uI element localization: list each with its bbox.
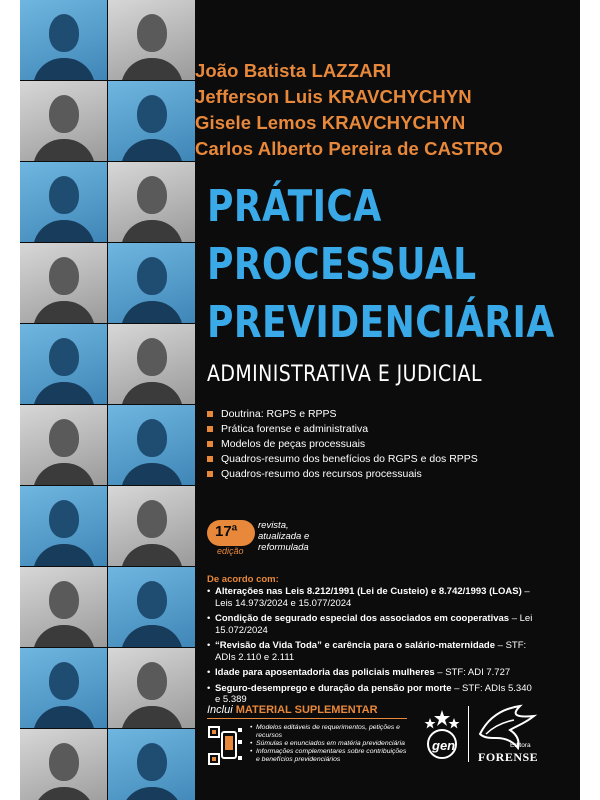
acordo-item-rest: – STF: ADIs 2.110 e 2.111 (215, 640, 527, 663)
supplement-highlight: MATERIAL SUPLEMENTAR (235, 704, 378, 716)
author-name: Carlos Alberto Pereira de CASTRO (195, 138, 503, 159)
forense-logo-text: FORENSE (478, 750, 539, 764)
editora-label: Editora (510, 742, 531, 749)
supplement-item: • Modelos editáveis de requerimentos, petições e recursos (250, 724, 410, 740)
acordo-item (207, 586, 537, 609)
portrait-photo (20, 0, 108, 81)
logo-divider (468, 706, 469, 762)
edition-note: revista, (258, 520, 289, 531)
portrait-photo (108, 162, 196, 243)
portrait-photo (108, 324, 196, 405)
supplement-item: • Súmulas e enunciados em matéria previdenciária (250, 740, 410, 748)
edition-badge (207, 520, 255, 556)
portrait-photo (108, 0, 196, 81)
gen-logo (420, 708, 464, 762)
book-subtitle: ADMINISTRATIVA E JUDICIAL (207, 362, 482, 387)
book-cover (20, 0, 580, 800)
acordo-item (207, 683, 537, 706)
acordo-item-rest: – Lei 15.072/2024 (215, 613, 533, 636)
acordo-label: De acordo com: (207, 574, 279, 585)
acordo-item-bold: “Revisão da Vida Toda” e carência para o salário-maternidade (215, 640, 496, 651)
acordo-item-rest: – Leis 14.973/2024 e 15.077/2024 (215, 586, 530, 609)
portrait-photo (20, 648, 108, 729)
portrait-photo (20, 243, 108, 324)
acordo-item-bold: Alterações nas Leis 8.212/1991 (Lei de Custeio) e 8.742/1993 (LOAS) (215, 586, 522, 597)
acordo-item-rest: – STF: ADIs 5.340 e 5.389 (215, 682, 532, 705)
supplement-item: • Informações complementares sobre contribuições e benefícios previdenciários (250, 748, 410, 764)
edition-note: reformulada (258, 542, 309, 553)
edition-notes (258, 520, 309, 553)
supplement-divider (207, 718, 407, 719)
supplement-heading (207, 704, 378, 716)
portrait-photo (20, 324, 108, 405)
topic-list (207, 407, 478, 482)
portrait-photo (108, 567, 196, 648)
author-name: João Batista LAZZARI (195, 60, 392, 81)
portrait-photo (20, 729, 108, 800)
topic-item: Quadros-resumo dos recursos processuais (207, 467, 478, 482)
portrait-photo (108, 405, 196, 486)
topic-item: Modelos de peças processuais (207, 437, 478, 452)
portrait-photo (20, 405, 108, 486)
author-list (195, 58, 503, 162)
topic-item: Doutrina: RGPS e RPPS (207, 407, 478, 422)
portrait-photo (20, 567, 108, 648)
author-name: Gisele Lemos KRAVCHYCHYN (195, 112, 466, 133)
acordo-item-bold: Seguro-desemprego e duração da pensão por morte (215, 682, 452, 694)
book-title (207, 178, 555, 352)
portrait-photo (108, 243, 196, 324)
author-name: Jefferson Luis KRAVCHYCHYN (195, 86, 472, 107)
supplement-list (250, 724, 410, 764)
portrait-photo (20, 162, 108, 243)
edition-number: 17ª (215, 523, 238, 540)
title-line: PROCESSUAL (207, 239, 477, 290)
edition-note: atualizada e (258, 531, 310, 542)
acordo-item (207, 613, 537, 636)
acordo-list (207, 586, 537, 710)
acordo-item-rest: – STF: ADI 7.727 (434, 667, 511, 678)
gen-logo-text: gen (432, 738, 456, 753)
portrait-photo (108, 729, 196, 800)
acordo-item-bold: Idade para aposentadoria das policiais mulheres (215, 667, 435, 678)
acordo-item-bold: Condição de segurado especial dos associados em cooperativas (215, 613, 510, 624)
topic-item: Quadros-resumo dos benefícios do RGPS e dos RPPS (207, 452, 478, 467)
qr-phone-icon (208, 726, 246, 766)
portrait-grid (20, 0, 196, 800)
portrait-photo (108, 648, 196, 729)
portrait-photo (20, 81, 108, 162)
acordo-item (207, 640, 537, 663)
topic-item: Prática forense e administrativa (207, 422, 478, 437)
portrait-photo (108, 486, 196, 567)
supplement-prefix: Inclui (207, 704, 236, 716)
acordo-item (207, 667, 537, 679)
portrait-photo (108, 81, 196, 162)
title-line: PRÁTICA (207, 181, 382, 232)
edition-label: edição (217, 546, 244, 556)
title-line: PREVIDENCIÁRIA (207, 297, 555, 348)
portrait-photo (20, 486, 108, 567)
